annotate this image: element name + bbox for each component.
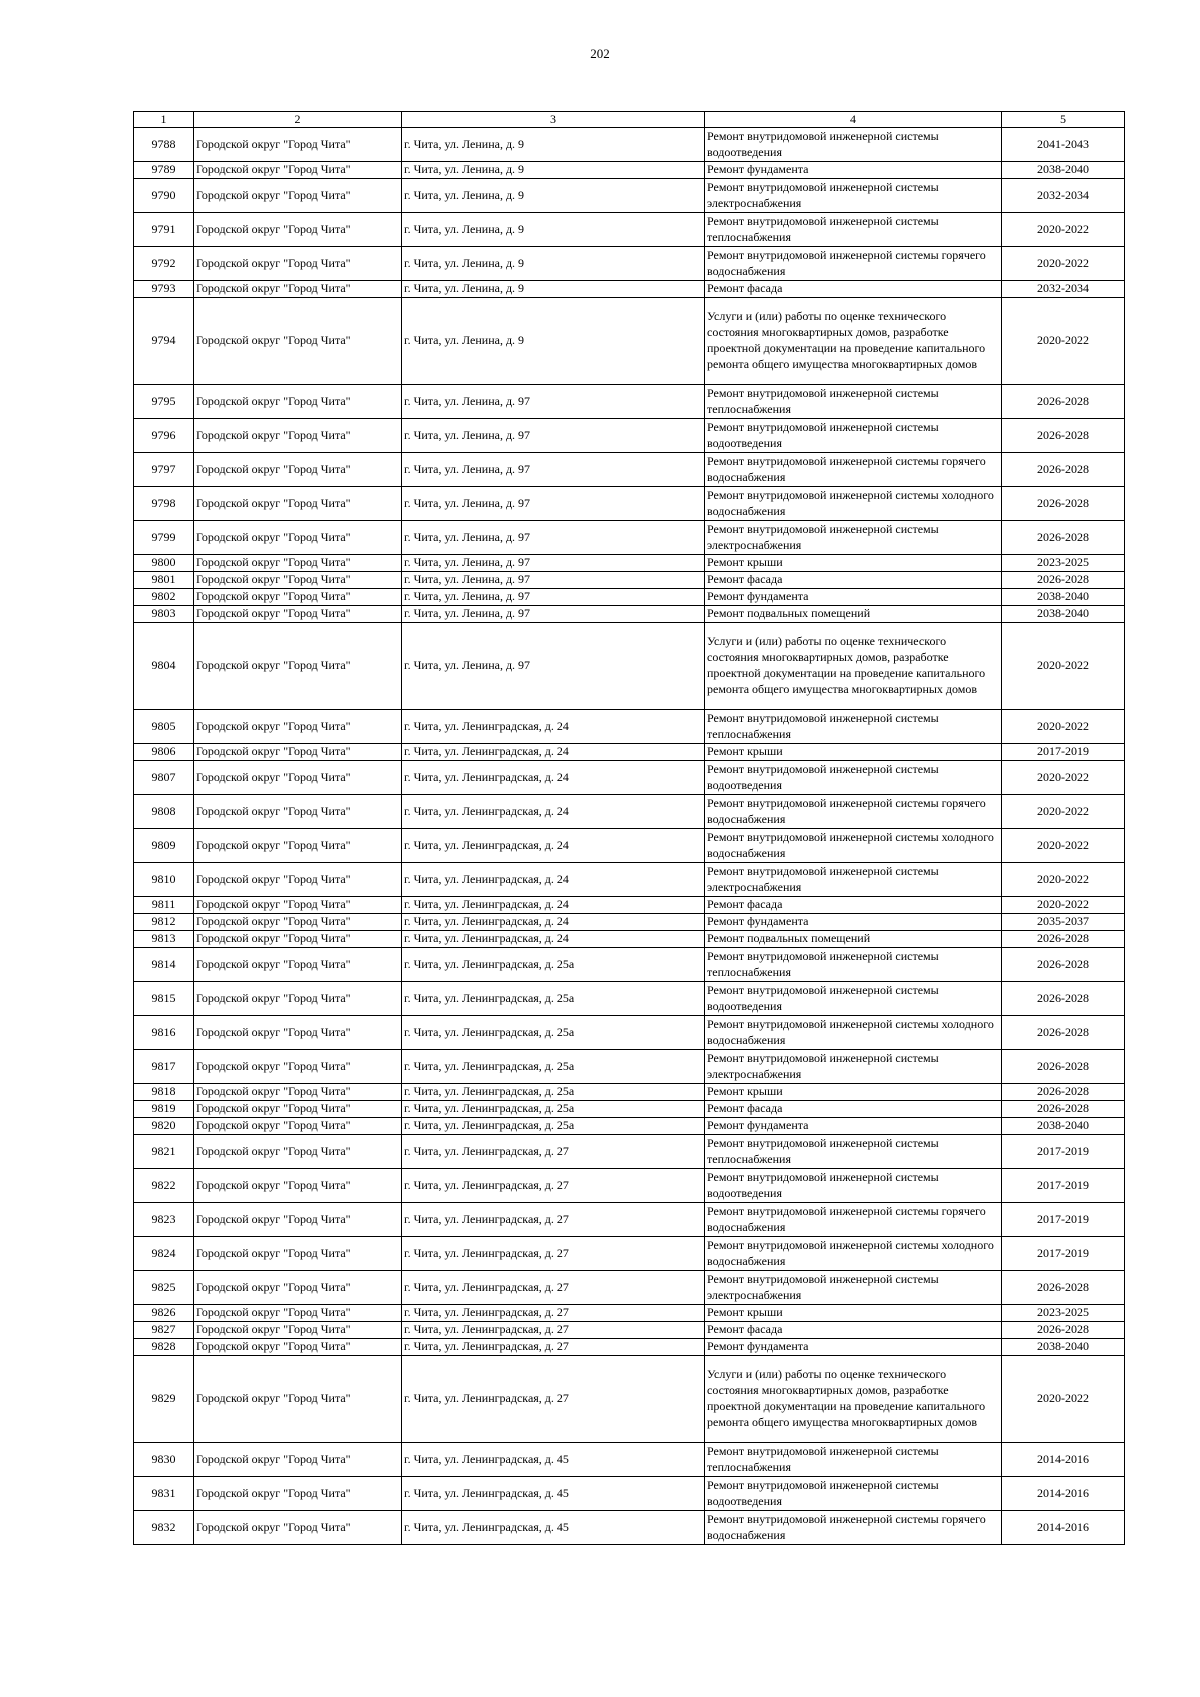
column-header: 3 bbox=[402, 112, 705, 128]
row-number-cell: 9792 bbox=[134, 247, 194, 281]
row-number-cell: 9832 bbox=[134, 1511, 194, 1545]
municipality-cell: Городской округ "Город Чита" bbox=[194, 795, 402, 829]
period-cell: 2026-2028 bbox=[1002, 453, 1125, 487]
table-row bbox=[134, 744, 1125, 761]
address-cell: г. Чита, ул. Ленина, д. 97 bbox=[402, 453, 705, 487]
period-cell: 2026-2028 bbox=[1002, 521, 1125, 555]
address-cell: г. Чита, ул. Ленинградская, д. 24 bbox=[402, 710, 705, 744]
row-number-cell: 9820 bbox=[134, 1118, 194, 1135]
work-type-cell: Ремонт внутридомовой инженерной системы теплоснабжения bbox=[705, 1135, 1002, 1169]
work-type-cell: Ремонт внутридомовой инженерной системы холодного водоснабжения bbox=[705, 829, 1002, 863]
period-cell: 2014-2016 bbox=[1002, 1443, 1125, 1477]
row-number-cell: 9816 bbox=[134, 1016, 194, 1050]
row-number-cell: 9812 bbox=[134, 914, 194, 931]
table-row bbox=[134, 1101, 1125, 1118]
period-cell: 2035-2037 bbox=[1002, 914, 1125, 931]
period-cell: 2023-2025 bbox=[1002, 1305, 1125, 1322]
period-cell: 2017-2019 bbox=[1002, 1169, 1125, 1203]
work-type-cell: Услуги и (или) работы по оценке технического состояния многоквартирных домов, разработке проектной документации на проведение капитального ремонта общего имущества многоквартирных домов bbox=[705, 623, 1002, 710]
municipality-cell: Городской округ "Город Чита" bbox=[194, 572, 402, 589]
period-cell: 2020-2022 bbox=[1002, 298, 1125, 385]
work-type-cell: Ремонт фасада bbox=[705, 1101, 1002, 1118]
table-row bbox=[134, 213, 1125, 247]
table-row bbox=[134, 162, 1125, 179]
period-cell: 2038-2040 bbox=[1002, 162, 1125, 179]
table-row bbox=[134, 281, 1125, 298]
work-type-cell: Ремонт фасада bbox=[705, 281, 1002, 298]
work-type-cell: Ремонт внутридомовой инженерной системы водоотведения bbox=[705, 1169, 1002, 1203]
work-type-cell: Ремонт внутридомовой инженерной системы водоотведения bbox=[705, 128, 1002, 162]
municipality-cell: Городской округ "Город Чита" bbox=[194, 1084, 402, 1101]
municipality-cell: Городской округ "Город Чита" bbox=[194, 948, 402, 982]
municipality-cell: Городской округ "Город Чита" bbox=[194, 982, 402, 1016]
municipality-cell: Городской округ "Город Чита" bbox=[194, 829, 402, 863]
row-number-cell: 9799 bbox=[134, 521, 194, 555]
municipality-cell: Городской округ "Город Чита" bbox=[194, 606, 402, 623]
column-header: 1 bbox=[134, 112, 194, 128]
table-row bbox=[134, 1118, 1125, 1135]
period-cell: 2020-2022 bbox=[1002, 829, 1125, 863]
row-number-cell: 9788 bbox=[134, 128, 194, 162]
period-cell: 2017-2019 bbox=[1002, 1135, 1125, 1169]
period-cell: 2020-2022 bbox=[1002, 795, 1125, 829]
period-cell: 2038-2040 bbox=[1002, 606, 1125, 623]
period-cell: 2014-2016 bbox=[1002, 1477, 1125, 1511]
address-cell: г. Чита, ул. Ленинградская, д. 45 bbox=[402, 1443, 705, 1477]
municipality-cell: Городской округ "Город Чита" bbox=[194, 744, 402, 761]
period-cell: 2026-2028 bbox=[1002, 931, 1125, 948]
work-type-cell: Ремонт фундамента bbox=[705, 1118, 1002, 1135]
address-cell: г. Чита, ул. Ленинградская, д. 24 bbox=[402, 761, 705, 795]
period-cell: 2026-2028 bbox=[1002, 982, 1125, 1016]
table-row bbox=[134, 1084, 1125, 1101]
repair-schedule-table bbox=[133, 111, 1125, 1545]
address-cell: г. Чита, ул. Ленинградская, д. 24 bbox=[402, 897, 705, 914]
column-header: 2 bbox=[194, 112, 402, 128]
table-row bbox=[134, 710, 1125, 744]
period-cell: 2026-2028 bbox=[1002, 1050, 1125, 1084]
work-type-cell: Ремонт крыши bbox=[705, 1084, 1002, 1101]
period-cell: 2020-2022 bbox=[1002, 623, 1125, 710]
municipality-cell: Городской округ "Город Чита" bbox=[194, 710, 402, 744]
table-row bbox=[134, 1443, 1125, 1477]
table-row bbox=[134, 1135, 1125, 1169]
work-type-cell: Ремонт внутридомовой инженерной системы горячего водоснабжения bbox=[705, 1511, 1002, 1545]
municipality-cell: Городской округ "Город Чита" bbox=[194, 128, 402, 162]
row-number-cell: 9805 bbox=[134, 710, 194, 744]
work-type-cell: Ремонт внутридомовой инженерной системы горячего водоснабжения bbox=[705, 247, 1002, 281]
period-cell: 2026-2028 bbox=[1002, 487, 1125, 521]
municipality-cell: Городской округ "Город Чита" bbox=[194, 419, 402, 453]
municipality-cell: Городской округ "Город Чита" bbox=[194, 1203, 402, 1237]
row-number-cell: 9802 bbox=[134, 589, 194, 606]
row-number-cell: 9824 bbox=[134, 1237, 194, 1271]
municipality-cell: Городской округ "Город Чита" bbox=[194, 298, 402, 385]
municipality-cell: Городской округ "Город Чита" bbox=[194, 1271, 402, 1305]
address-cell: г. Чита, ул. Ленинградская, д. 24 bbox=[402, 829, 705, 863]
municipality-cell: Городской округ "Город Чита" bbox=[194, 761, 402, 795]
period-cell: 2026-2028 bbox=[1002, 1016, 1125, 1050]
row-number-cell: 9817 bbox=[134, 1050, 194, 1084]
municipality-cell: Городской округ "Город Чита" bbox=[194, 453, 402, 487]
work-type-cell: Ремонт внутридомовой инженерной системы теплоснабжения bbox=[705, 710, 1002, 744]
table-row bbox=[134, 1271, 1125, 1305]
address-cell: г. Чита, ул. Ленина, д. 97 bbox=[402, 385, 705, 419]
municipality-cell: Городской округ "Город Чита" bbox=[194, 487, 402, 521]
row-number-cell: 9803 bbox=[134, 606, 194, 623]
table-row bbox=[134, 623, 1125, 710]
address-cell: г. Чита, ул. Ленина, д. 97 bbox=[402, 419, 705, 453]
municipality-cell: Городской округ "Город Чита" bbox=[194, 897, 402, 914]
period-cell: 2026-2028 bbox=[1002, 1084, 1125, 1101]
table-row bbox=[134, 863, 1125, 897]
municipality-cell: Городской округ "Город Чита" bbox=[194, 1356, 402, 1443]
address-cell: г. Чита, ул. Ленинградская, д. 27 bbox=[402, 1322, 705, 1339]
row-number-cell: 9798 bbox=[134, 487, 194, 521]
table-row bbox=[134, 521, 1125, 555]
period-cell: 2020-2022 bbox=[1002, 761, 1125, 795]
row-number-cell: 9826 bbox=[134, 1305, 194, 1322]
period-cell: 2026-2028 bbox=[1002, 385, 1125, 419]
address-cell: г. Чита, ул. Ленина, д. 97 bbox=[402, 606, 705, 623]
table-body bbox=[134, 128, 1125, 1545]
page-number: 202 bbox=[590, 46, 610, 61]
table-row bbox=[134, 1511, 1125, 1545]
address-cell: г. Чита, ул. Ленинградская, д. 24 bbox=[402, 744, 705, 761]
row-number-cell: 9795 bbox=[134, 385, 194, 419]
municipality-cell: Городской округ "Город Чита" bbox=[194, 555, 402, 572]
row-number-cell: 9797 bbox=[134, 453, 194, 487]
municipality-cell: Городской округ "Город Чита" bbox=[194, 162, 402, 179]
municipality-cell: Городской округ "Город Чита" bbox=[194, 1050, 402, 1084]
row-number-cell: 9831 bbox=[134, 1477, 194, 1511]
row-number-cell: 9828 bbox=[134, 1339, 194, 1356]
address-cell: г. Чита, ул. Ленина, д. 9 bbox=[402, 247, 705, 281]
municipality-cell: Городской округ "Город Чита" bbox=[194, 179, 402, 213]
work-type-cell: Ремонт внутридомовой инженерной системы водоотведения bbox=[705, 761, 1002, 795]
row-number-cell: 9807 bbox=[134, 761, 194, 795]
municipality-cell: Городской округ "Город Чита" bbox=[194, 1322, 402, 1339]
row-number-cell: 9801 bbox=[134, 572, 194, 589]
row-number-cell: 9790 bbox=[134, 179, 194, 213]
row-number-cell: 9789 bbox=[134, 162, 194, 179]
row-number-cell: 9814 bbox=[134, 948, 194, 982]
work-type-cell: Ремонт фундамента bbox=[705, 914, 1002, 931]
address-cell: г. Чита, ул. Ленина, д. 97 bbox=[402, 555, 705, 572]
work-type-cell: Ремонт внутридомовой инженерной системы электроснабжения bbox=[705, 179, 1002, 213]
municipality-cell: Городской округ "Город Чита" bbox=[194, 1135, 402, 1169]
work-type-cell: Ремонт крыши bbox=[705, 1305, 1002, 1322]
municipality-cell: Городской округ "Город Чита" bbox=[194, 1339, 402, 1356]
row-number-cell: 9791 bbox=[134, 213, 194, 247]
work-type-cell: Ремонт внутридомовой инженерной системы горячего водоснабжения bbox=[705, 795, 1002, 829]
table-row bbox=[134, 589, 1125, 606]
address-cell: г. Чита, ул. Ленинградская, д. 25а bbox=[402, 1118, 705, 1135]
period-cell: 2026-2028 bbox=[1002, 1322, 1125, 1339]
row-number-cell: 9821 bbox=[134, 1135, 194, 1169]
work-type-cell: Ремонт фундамента bbox=[705, 589, 1002, 606]
column-header: 4 bbox=[705, 112, 1002, 128]
row-number-cell: 9830 bbox=[134, 1443, 194, 1477]
row-number-cell: 9815 bbox=[134, 982, 194, 1016]
address-cell: г. Чита, ул. Ленина, д. 97 bbox=[402, 487, 705, 521]
address-cell: г. Чита, ул. Ленина, д. 9 bbox=[402, 162, 705, 179]
table-row bbox=[134, 247, 1125, 281]
work-type-cell: Ремонт внутридомовой инженерной системы теплоснабжения bbox=[705, 1443, 1002, 1477]
address-cell: г. Чита, ул. Ленина, д. 97 bbox=[402, 589, 705, 606]
work-type-cell: Ремонт фасада bbox=[705, 1322, 1002, 1339]
municipality-cell: Городской округ "Город Чита" bbox=[194, 521, 402, 555]
work-type-cell: Ремонт внутридомовой инженерной системы водоотведения bbox=[705, 982, 1002, 1016]
table-row bbox=[134, 1203, 1125, 1237]
period-cell: 2032-2034 bbox=[1002, 179, 1125, 213]
period-cell: 2026-2028 bbox=[1002, 572, 1125, 589]
table-row bbox=[134, 897, 1125, 914]
row-number-cell: 9810 bbox=[134, 863, 194, 897]
address-cell: г. Чита, ул. Ленинградская, д. 24 bbox=[402, 914, 705, 931]
row-number-cell: 9804 bbox=[134, 623, 194, 710]
work-type-cell: Ремонт фундамента bbox=[705, 1339, 1002, 1356]
municipality-cell: Городской округ "Город Чита" bbox=[194, 281, 402, 298]
work-type-cell: Ремонт внутридомовой инженерной системы водоотведения bbox=[705, 1477, 1002, 1511]
row-number-cell: 9796 bbox=[134, 419, 194, 453]
table-row bbox=[134, 1339, 1125, 1356]
address-cell: г. Чита, ул. Ленинградская, д. 27 bbox=[402, 1339, 705, 1356]
table-row bbox=[134, 1237, 1125, 1271]
period-cell: 2020-2022 bbox=[1002, 897, 1125, 914]
work-type-cell: Ремонт подвальных помещений bbox=[705, 931, 1002, 948]
row-number-cell: 9793 bbox=[134, 281, 194, 298]
table-row bbox=[134, 453, 1125, 487]
period-cell: 2017-2019 bbox=[1002, 1237, 1125, 1271]
municipality-cell: Городской округ "Город Чита" bbox=[194, 213, 402, 247]
table-row bbox=[134, 1477, 1125, 1511]
period-cell: 2038-2040 bbox=[1002, 1339, 1125, 1356]
table-row bbox=[134, 487, 1125, 521]
work-type-cell: Ремонт внутридомовой инженерной системы электроснабжения bbox=[705, 1271, 1002, 1305]
table-row bbox=[134, 948, 1125, 982]
address-cell: г. Чита, ул. Ленина, д. 9 bbox=[402, 128, 705, 162]
period-cell: 2023-2025 bbox=[1002, 555, 1125, 572]
municipality-cell: Городской округ "Город Чита" bbox=[194, 589, 402, 606]
period-cell: 2020-2022 bbox=[1002, 1356, 1125, 1443]
address-cell: г. Чита, ул. Ленинградская, д. 24 bbox=[402, 863, 705, 897]
period-cell: 2017-2019 bbox=[1002, 1203, 1125, 1237]
address-cell: г. Чита, ул. Ленинградская, д. 27 bbox=[402, 1305, 705, 1322]
work-type-cell: Услуги и (или) работы по оценке технического состояния многоквартирных домов, разработке проектной документации на проведение капитального ремонта общего имущества многоквартирных домов bbox=[705, 1356, 1002, 1443]
address-cell: г. Чита, ул. Ленина, д. 97 bbox=[402, 623, 705, 710]
work-type-cell: Услуги и (или) работы по оценке технического состояния многоквартирных домов, разработке проектной документации на проведение капитального ремонта общего имущества многоквартирных домов bbox=[705, 298, 1002, 385]
table-row bbox=[134, 931, 1125, 948]
work-type-cell: Ремонт внутридомовой инженерной системы горячего водоснабжения bbox=[705, 1203, 1002, 1237]
work-type-cell: Ремонт внутридомовой инженерной системы теплоснабжения bbox=[705, 213, 1002, 247]
table-row bbox=[134, 1169, 1125, 1203]
work-type-cell: Ремонт внутридомовой инженерной системы водоотведения bbox=[705, 419, 1002, 453]
municipality-cell: Городской округ "Город Чита" bbox=[194, 1101, 402, 1118]
table-row bbox=[134, 1356, 1125, 1443]
work-type-cell: Ремонт внутридомовой инженерной системы холодного водоснабжения bbox=[705, 1016, 1002, 1050]
period-cell: 2017-2019 bbox=[1002, 744, 1125, 761]
period-cell: 2020-2022 bbox=[1002, 710, 1125, 744]
address-cell: г. Чита, ул. Ленинградская, д. 25а bbox=[402, 948, 705, 982]
period-cell: 2026-2028 bbox=[1002, 419, 1125, 453]
row-number-cell: 9818 bbox=[134, 1084, 194, 1101]
work-type-cell: Ремонт фундамента bbox=[705, 162, 1002, 179]
table-header-row bbox=[134, 112, 1125, 128]
row-number-cell: 9827 bbox=[134, 1322, 194, 1339]
address-cell: г. Чита, ул. Ленина, д. 97 bbox=[402, 521, 705, 555]
address-cell: г. Чита, ул. Ленинградская, д. 27 bbox=[402, 1356, 705, 1443]
address-cell: г. Чита, ул. Ленинградская, д. 25а bbox=[402, 1101, 705, 1118]
address-cell: г. Чита, ул. Ленина, д. 97 bbox=[402, 572, 705, 589]
period-cell: 2020-2022 bbox=[1002, 863, 1125, 897]
address-cell: г. Чита, ул. Ленинградская, д. 45 bbox=[402, 1511, 705, 1545]
municipality-cell: Городской округ "Город Чита" bbox=[194, 863, 402, 897]
period-cell: 2038-2040 bbox=[1002, 1118, 1125, 1135]
table-row bbox=[134, 1016, 1125, 1050]
table-row bbox=[134, 298, 1125, 385]
work-type-cell: Ремонт внутридомовой инженерной системы холодного водоснабжения bbox=[705, 487, 1002, 521]
municipality-cell: Городской округ "Город Чита" bbox=[194, 247, 402, 281]
period-cell: 2026-2028 bbox=[1002, 1101, 1125, 1118]
row-number-cell: 9808 bbox=[134, 795, 194, 829]
work-type-cell: Ремонт подвальных помещений bbox=[705, 606, 1002, 623]
address-cell: г. Чита, ул. Ленинградская, д. 27 bbox=[402, 1271, 705, 1305]
table-row bbox=[134, 982, 1125, 1016]
address-cell: г. Чита, ул. Ленинградская, д. 25а bbox=[402, 982, 705, 1016]
address-cell: г. Чита, ул. Ленинградская, д. 25а bbox=[402, 1050, 705, 1084]
row-number-cell: 9822 bbox=[134, 1169, 194, 1203]
work-type-cell: Ремонт внутридомовой инженерной системы электроснабжения bbox=[705, 521, 1002, 555]
work-type-cell: Ремонт фасада bbox=[705, 572, 1002, 589]
table-row bbox=[134, 419, 1125, 453]
row-number-cell: 9819 bbox=[134, 1101, 194, 1118]
address-cell: г. Чита, ул. Ленинградская, д. 27 bbox=[402, 1169, 705, 1203]
municipality-cell: Городской округ "Город Чита" bbox=[194, 1305, 402, 1322]
row-number-cell: 9806 bbox=[134, 744, 194, 761]
work-type-cell: Ремонт внутридомовой инженерной системы электроснабжения bbox=[705, 863, 1002, 897]
row-number-cell: 9823 bbox=[134, 1203, 194, 1237]
work-type-cell: Ремонт внутридомовой инженерной системы теплоснабжения bbox=[705, 385, 1002, 419]
table-row bbox=[134, 179, 1125, 213]
municipality-cell: Городской округ "Город Чита" bbox=[194, 1477, 402, 1511]
address-cell: г. Чита, ул. Ленинградская, д. 27 bbox=[402, 1135, 705, 1169]
period-cell: 2026-2028 bbox=[1002, 948, 1125, 982]
column-header: 5 bbox=[1002, 112, 1125, 128]
work-type-cell: Ремонт внутридомовой инженерной системы электроснабжения bbox=[705, 1050, 1002, 1084]
table-row bbox=[134, 1305, 1125, 1322]
table-row bbox=[134, 761, 1125, 795]
table-row bbox=[134, 572, 1125, 589]
address-cell: г. Чита, ул. Ленина, д. 9 bbox=[402, 179, 705, 213]
municipality-cell: Городской округ "Город Чита" bbox=[194, 1511, 402, 1545]
row-number-cell: 9825 bbox=[134, 1271, 194, 1305]
municipality-cell: Городской округ "Город Чита" bbox=[194, 623, 402, 710]
municipality-cell: Городской округ "Город Чита" bbox=[194, 1016, 402, 1050]
work-type-cell: Ремонт крыши bbox=[705, 555, 1002, 572]
address-cell: г. Чита, ул. Ленинградская, д. 25а bbox=[402, 1084, 705, 1101]
period-cell: 2038-2040 bbox=[1002, 589, 1125, 606]
municipality-cell: Городской округ "Город Чита" bbox=[194, 385, 402, 419]
table-row bbox=[134, 606, 1125, 623]
table-row bbox=[134, 914, 1125, 931]
period-cell: 2026-2028 bbox=[1002, 1271, 1125, 1305]
row-number-cell: 9813 bbox=[134, 931, 194, 948]
address-cell: г. Чита, ул. Ленина, д. 9 bbox=[402, 213, 705, 247]
table-row bbox=[134, 1322, 1125, 1339]
address-cell: г. Чита, ул. Ленина, д. 9 bbox=[402, 298, 705, 385]
municipality-cell: Городской округ "Город Чита" bbox=[194, 1237, 402, 1271]
table-row bbox=[134, 385, 1125, 419]
period-cell: 2014-2016 bbox=[1002, 1511, 1125, 1545]
row-number-cell: 9800 bbox=[134, 555, 194, 572]
period-cell: 2020-2022 bbox=[1002, 247, 1125, 281]
table-row bbox=[134, 829, 1125, 863]
address-cell: г. Чита, ул. Ленинградская, д. 24 bbox=[402, 795, 705, 829]
address-cell: г. Чита, ул. Ленинградская, д. 25а bbox=[402, 1016, 705, 1050]
row-number-cell: 9794 bbox=[134, 298, 194, 385]
table-row bbox=[134, 555, 1125, 572]
municipality-cell: Городской округ "Город Чита" bbox=[194, 1169, 402, 1203]
row-number-cell: 9811 bbox=[134, 897, 194, 914]
table-row bbox=[134, 795, 1125, 829]
period-cell: 2032-2034 bbox=[1002, 281, 1125, 298]
address-cell: г. Чита, ул. Ленина, д. 9 bbox=[402, 281, 705, 298]
municipality-cell: Городской округ "Город Чита" bbox=[194, 1118, 402, 1135]
address-cell: г. Чита, ул. Ленинградская, д. 27 bbox=[402, 1237, 705, 1271]
address-cell: г. Чита, ул. Ленинградская, д. 24 bbox=[402, 931, 705, 948]
period-cell: 2041-2043 bbox=[1002, 128, 1125, 162]
address-cell: г. Чита, ул. Ленинградская, д. 27 bbox=[402, 1203, 705, 1237]
table-row bbox=[134, 128, 1125, 162]
work-type-cell: Ремонт внутридомовой инженерной системы горячего водоснабжения bbox=[705, 453, 1002, 487]
row-number-cell: 9809 bbox=[134, 829, 194, 863]
work-type-cell: Ремонт фасада bbox=[705, 897, 1002, 914]
municipality-cell: Городской округ "Город Чита" bbox=[194, 1443, 402, 1477]
municipality-cell: Городской округ "Город Чита" bbox=[194, 931, 402, 948]
work-type-cell: Ремонт крыши bbox=[705, 744, 1002, 761]
work-type-cell: Ремонт внутридомовой инженерной системы теплоснабжения bbox=[705, 948, 1002, 982]
row-number-cell: 9829 bbox=[134, 1356, 194, 1443]
period-cell: 2020-2022 bbox=[1002, 213, 1125, 247]
table-row bbox=[134, 1050, 1125, 1084]
municipality-cell: Городской округ "Город Чита" bbox=[194, 914, 402, 931]
address-cell: г. Чита, ул. Ленинградская, д. 45 bbox=[402, 1477, 705, 1511]
work-type-cell: Ремонт внутридомовой инженерной системы холодного водоснабжения bbox=[705, 1237, 1002, 1271]
